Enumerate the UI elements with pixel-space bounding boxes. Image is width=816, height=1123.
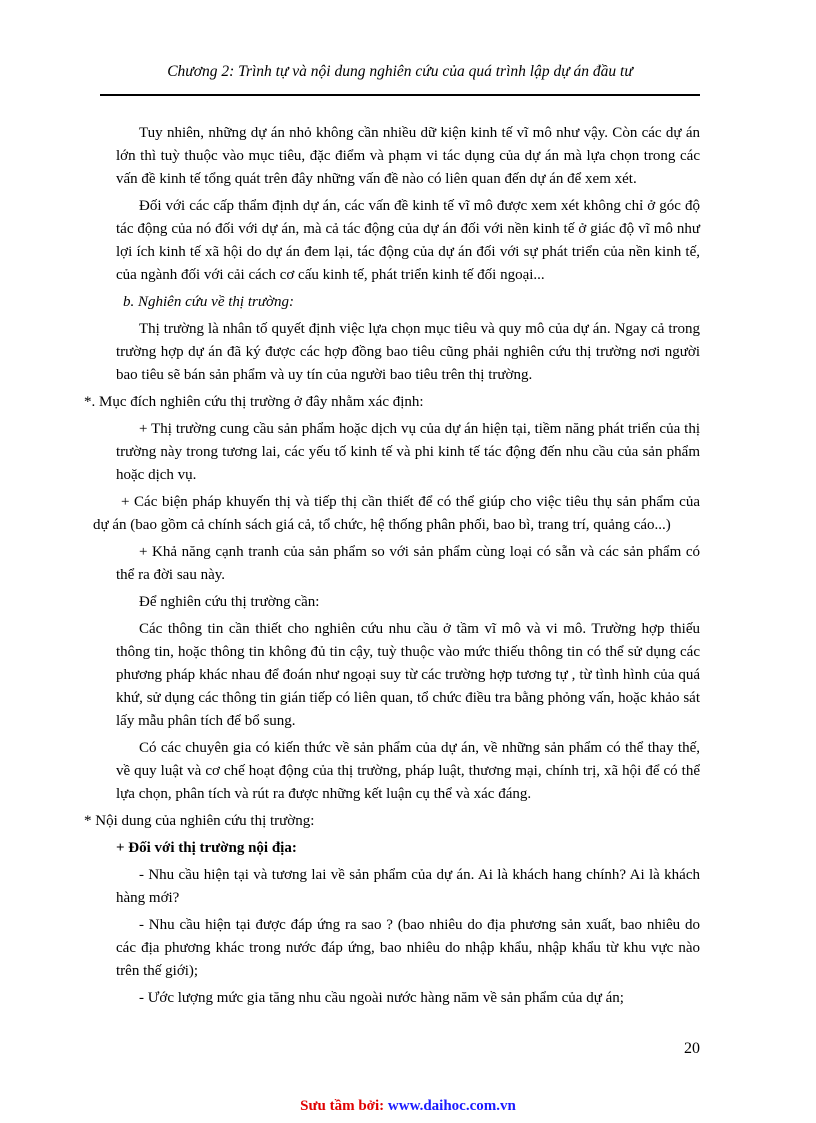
paragraph: Thị trường là nhân tố quyết định việc lựa chọn mục tiêu và quy mô của dự án. Ngay cả trong trường hợp dự án đã ký được các hợp đồng bao tiêu cũng phải nghiên cứu thị trường nơi người bao tiêu sẽ bán sản phẩm và uy tín của người bao tiêu trên thị trường. [116, 321, 700, 383]
list-item: + Các biện pháp khuyến thị và tiếp thị cần thiết để có thể giúp cho việc tiêu thụ sản phẩm của dự án (bao gồm cả chính sách giá cả, tổ chức, hệ thống phân phối, bao bì, trang trí, quảng cáo...) [93, 494, 700, 533]
paragraph: Đối với các cấp thẩm định dự án, các vấn đề kinh tế vĩ mô được xem xét không chỉ ở góc độ tác động của nó đối với dự án, mà cả tác động của dự án đối với nền kinh tế ở giác độ vĩ mô như lợi ích kinh tế xã hội do dự án đem lại, tác động của dự án đối với sự phát triển của nền kinh tế, của ngành đối với cải cách cơ cấu kinh tế, phát triển kinh tế đối ngoại... [116, 198, 700, 283]
paragraph: *. Mục đích nghiên cứu thị trường ở đây nhằm xác định: [84, 394, 424, 410]
body-text [84, 122, 700, 1014]
footer-label: Sưu tầm bởi: [300, 1098, 388, 1114]
paragraph: Có các chuyên gia có kiến thức về sản phẩm của dự án, về những sản phẩm có thể thay thế, về quy luật và cơ chế hoạt động của thị trường, pháp luật, thương mại, chính trị, xã hội để có thể lựa chọn, phân tích và rút ra được những kết luận cụ thể và xác đáng. [116, 740, 700, 802]
paragraph: Các thông tin cần thiết cho nghiên cứu nhu cầu ở tầm vĩ mô và vi mô. Trường hợp thiếu thông tin, hoặc thông tin không đủ tin cậy, tuỳ thuộc vào mức thiếu thông tin có thể sử dụng các phương pháp khác nhau để đoán như ngoại suy từ các trường hợp tương tự , từ tình hình của quá khứ, sử dụng các thông tin gián tiếp có liên quan, tổ chức điều tra bằng phỏng vấn, hoặc khảo sát lấy mẫu phân tích để bổ sung. [116, 621, 700, 729]
list-item: - Nhu cầu hiện tại và tương lai về sản phẩm của dự án. Ai là khách hang chính? Ai là khách hàng mới? [116, 867, 700, 906]
list-item: - Nhu cầu hiện tại được đáp ứng ra sao ? (bao nhiêu do địa phương sản xuất, bao nhiêu do các địa phương khác trong nước đáp ứng, bao nhiêu do nhập khẩu, nhập khẩu từ khu vực nào trên thế giới); [116, 917, 700, 979]
paragraph: Để nghiên cứu thị trường cần: [139, 594, 320, 610]
list-item: + Thị trường cung cầu sản phẩm hoặc dịch vụ của dự án hiện tại, tiềm năng phát triển của thị trường này trong tương lai, các yếu tố kinh tế và phi kinh tế tác động đến nhu cầu của sản phẩm hoặc dịch vụ. [116, 421, 700, 483]
list-item: - Ước lượng mức gia tăng nhu cầu ngoài nước hàng năm về sản phẩm của dự án; [139, 990, 624, 1006]
footer [0, 1098, 816, 1115]
paragraph: * Nội dung của nghiên cứu thị trường: [84, 813, 315, 829]
footer-link[interactable]: www.daihoc.com.vn [387, 1098, 516, 1114]
section-heading: b. Nghiên cứu về thị trường: [123, 294, 295, 310]
header-rule [100, 94, 700, 96]
subsection-heading: + Đối với thị trường nội địa: [116, 840, 297, 856]
running-header: Chương 2: Trình tự và nội dung nghiên cứu của quá trình lập dự án đầu tư [167, 63, 633, 80]
paragraph: Tuy nhiên, những dự án nhỏ không cần nhiều dữ kiện kinh tế vĩ mô như vậy. Còn các dự án lớn thì tuỳ thuộc vào mục tiêu, đặc điểm và phạm vi tác dụng của dự án mà lựa chọn trong các vấn đề kinh tế tổng quát trên đây những vấn đề nào có liên quan đến dự án để xem xét. [116, 125, 700, 187]
list-item: + Khả năng cạnh tranh của sản phẩm so với sản phẩm cùng loại có sẵn và các sản phẩm có thể ra đời sau này. [116, 544, 700, 583]
page-number: 20 [684, 1040, 700, 1057]
